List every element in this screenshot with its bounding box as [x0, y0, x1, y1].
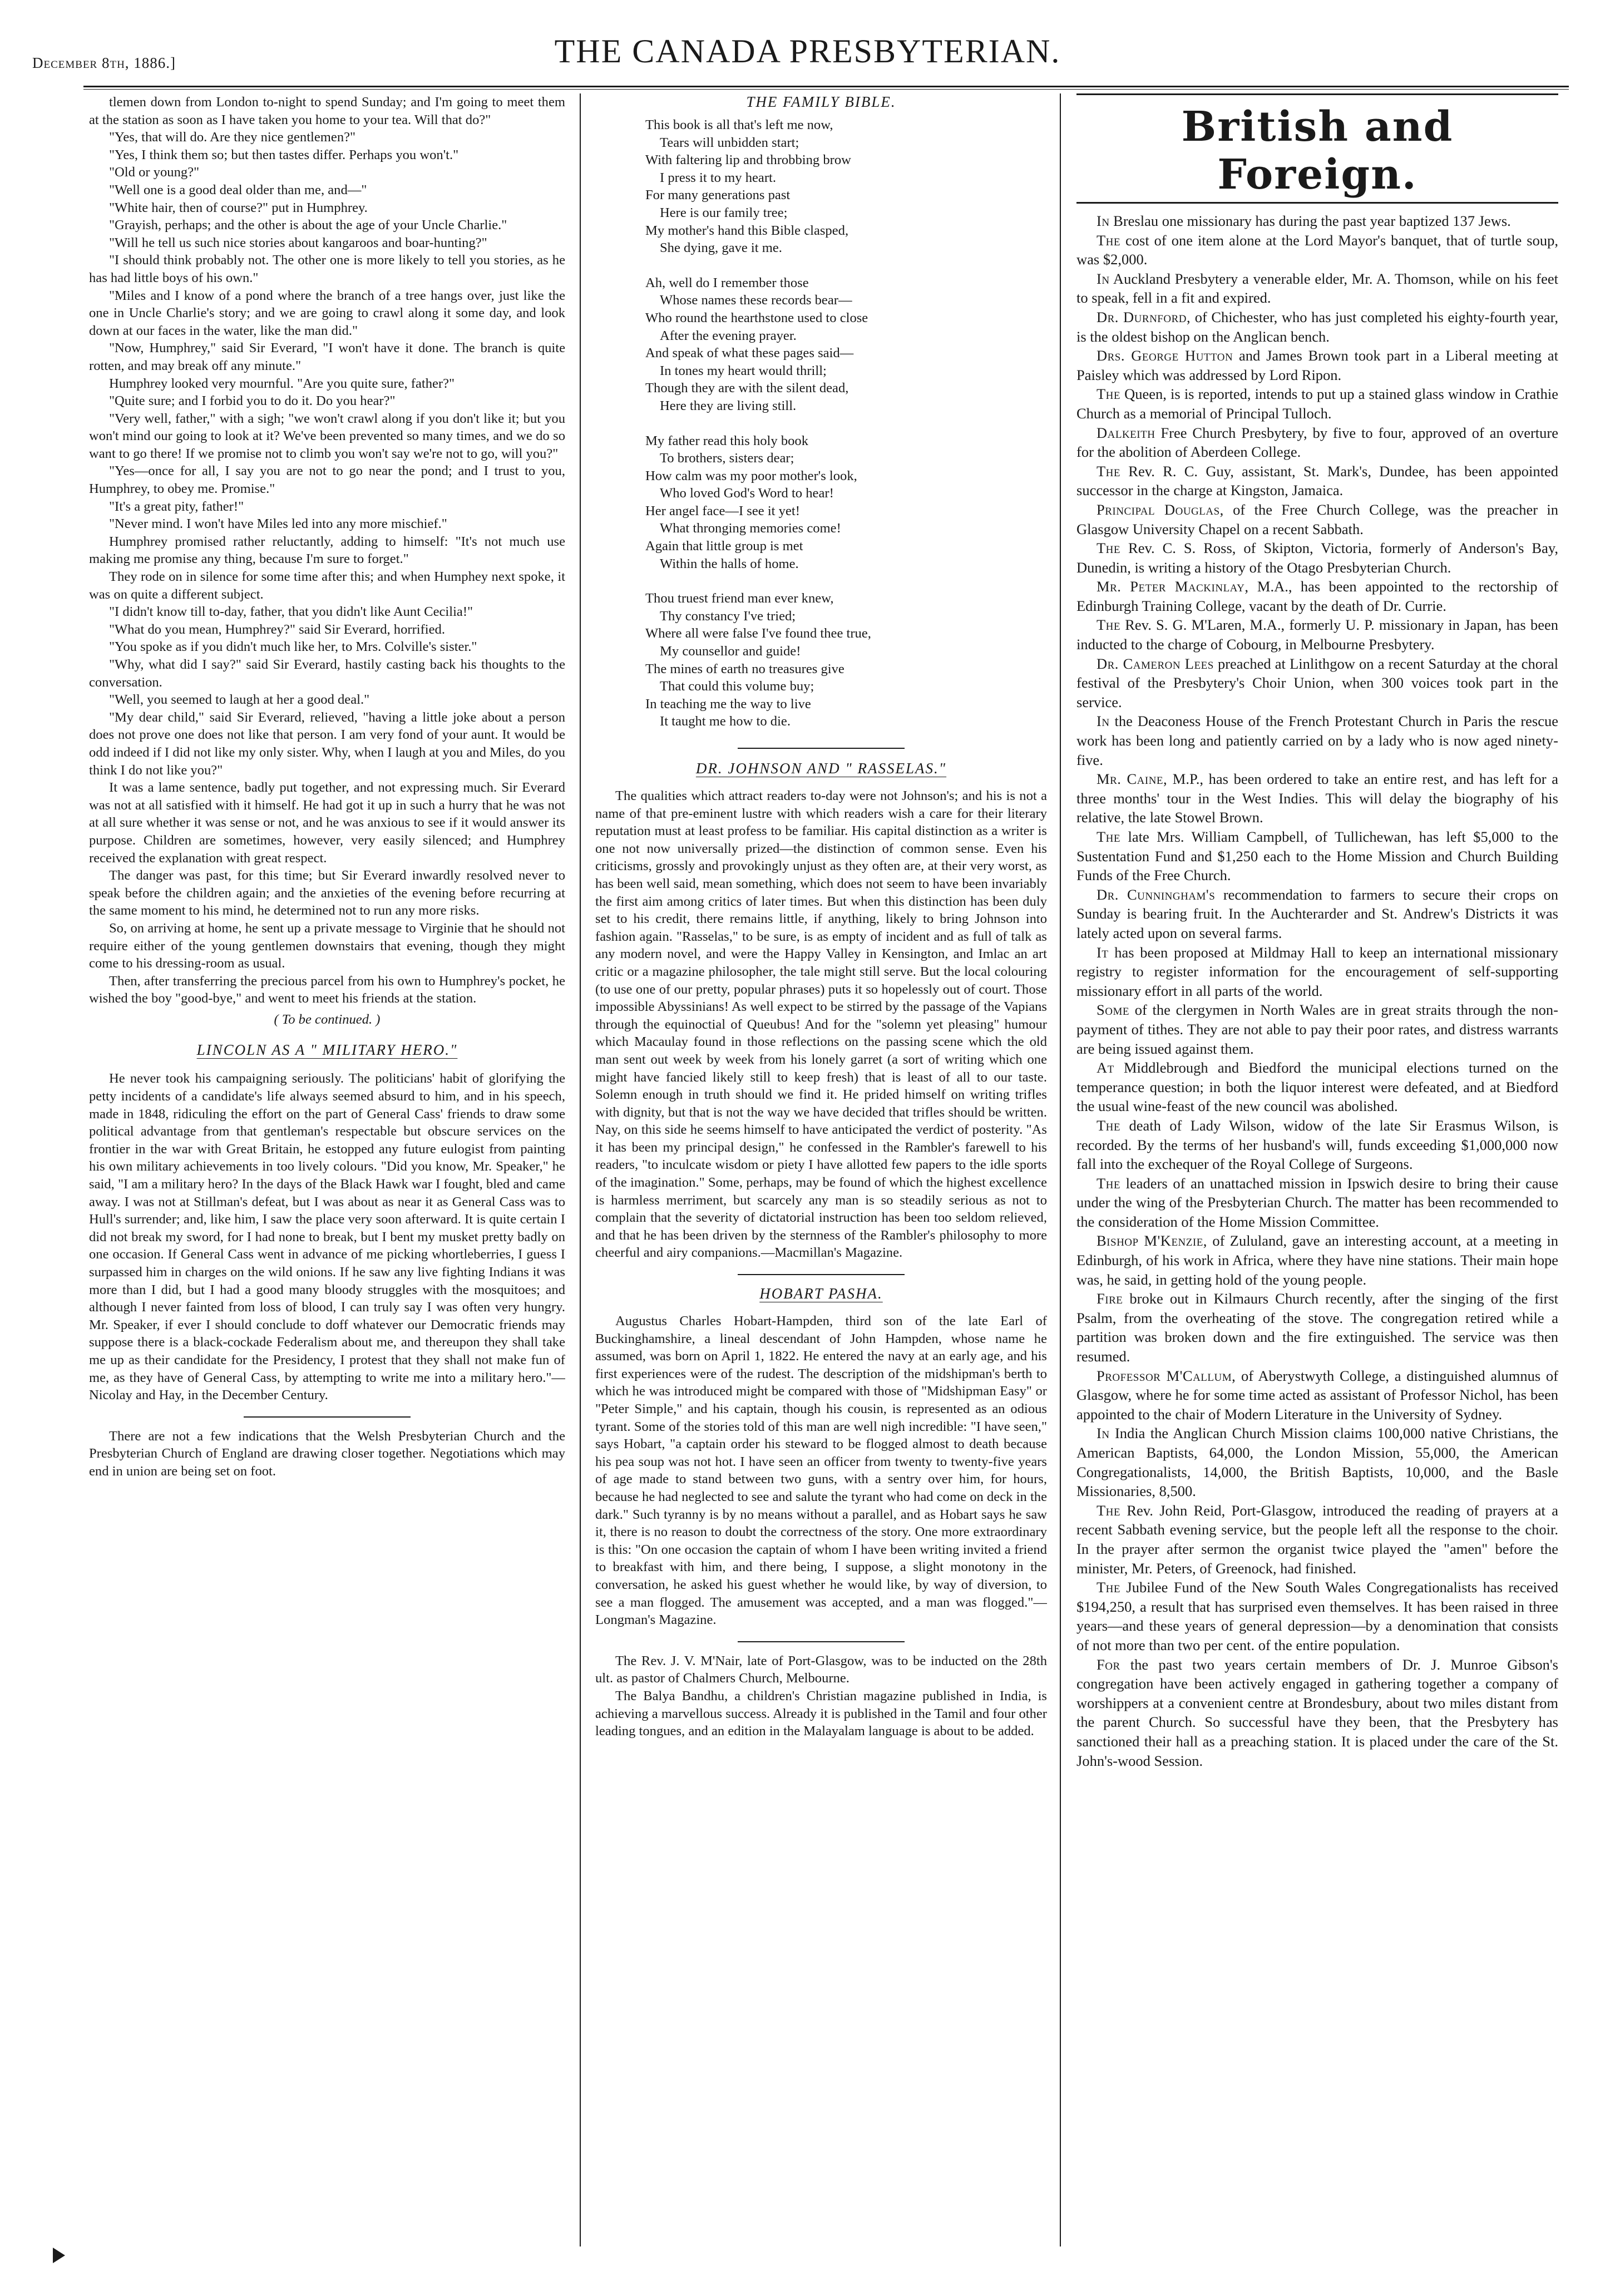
news-item-text: of Aberystwyth College, a distinguished alumnus of Glasgow, where he for some time acted as assistant of Professor Nichol, has been appointed to the chair of Modern Literature in the University of Sydney.	[1076, 1367, 1558, 1423]
story-paragraph: "Yes, I think them so; but then tastes differ. Perhaps you won't."	[109, 147, 459, 162]
hobart-title: HOBART PASHA.	[759, 1285, 883, 1302]
section-rule-top	[1076, 93, 1558, 95]
news-item-lead: Dr. Durnford,	[1097, 308, 1191, 325]
news-item-text: of the Free Church College, was the preacher in Glasgow University Chapel on a recent Sabbath.	[1076, 501, 1558, 537]
news-item-lead: Principal Douglas,	[1097, 501, 1224, 518]
story-paragraph: tlemen down from London to-night to spend Sunday; and I'm going to meet them at the station as soon as I have taken you home to your tea. Will that do?"	[89, 95, 565, 127]
poem-line: Tears will unbidden start;	[660, 135, 799, 150]
story-paragraph: "Old or young?"	[109, 165, 200, 180]
story-paragraph: "Miles and I know of a pond where the branch of a tree hangs over, just like the one in Uncle Charlie's story; and we are going to crawl along it some day, and look down at our faces in the water, like the man did."	[89, 288, 565, 338]
poem-line: What thronging memories come!	[660, 521, 841, 536]
news-item	[1076, 462, 1558, 500]
lincoln-paragraph: He never took his campaigning seriously. The politicians' habit of glorifying the petty incidents of a candidate's life always seemed absurd to him, and in his speech, made in 1848, ridiculing the effort on the part of General Cass' friends to draw some political advantage from that gentleman's respectable but obscure services on the frontier in the war with Great Britain, he estopped any future eulogist from painting his own military achievements in too lively colours. "Did you know, Mr. Speaker," he said, "I am a military hero? In the days of the Black Hawk war I fought, bled and came away. I was not at Stillman's defeat, but I was about as near it as General Cass was to Hull's surrender; and, like him, I saw the place very soon afterward. It is quite certain I did not break my sword, for I had none to break, but I bent my musket pretty badly on one occasion. If General Cass went in advance of me picking whortleberries, I guess I surpassed him in charges on the wild onions. If he saw any live fighting Indians it was more than I did, but I had a good many bloody struggles with the mosquitoes; and although I never fainted from loss of blood, I can truly say I was often very hungry. Mr. Speaker, if ever I should conclude to doff whatever our Democratic friends may suppose there is a black-cockade Federalism about me, and thereupon they shall take me up as their candidate for the Presidency, I protest that they shall not make fun of me, as they have of General Cass, by attempting to write me into a military hero."—Nicolay and Hay, in the December Century.	[89, 1071, 565, 1403]
news-item	[1076, 1058, 1558, 1116]
news-item-lead: Dalkeith	[1097, 424, 1155, 441]
poem-line: With faltering lip and throbbing brow	[645, 152, 851, 168]
poem-line: And speak of what these pages said—	[645, 345, 854, 361]
news-item-lead: Bishop M'Kenzie,	[1097, 1232, 1207, 1250]
column-rule-right	[1060, 93, 1061, 2246]
story-paragraph: "Very well, father," with a sigh; "we won't crawl along if you don't like it; but you won't mind our going to look at it? We've been prevented so many times, and we do so want to go there! If we promise not to climb you won't say we're not to go, will you?"	[89, 411, 565, 461]
poem-line: In tones my heart would thrill;	[660, 363, 827, 378]
story-paragraph: Humphrey promised rather reluctantly, adding to himself: "It's not much use making me promise any thing, because I'm sure to forget."	[89, 534, 565, 567]
newspaper-title: THE CANADA PRESBYTERIAN.	[554, 33, 1061, 70]
column-middle	[595, 93, 1047, 2241]
poem-stanza	[645, 432, 1047, 573]
news-item-text: the Deaconess House of the French Protestant Church in Paris the rescue work has been long and patiently carried on by a lady who is now aged ninety-five.	[1076, 713, 1558, 768]
poem-line: Ah, well do I remember those	[645, 275, 809, 290]
news-item-text: the past two years certain members of Dr. J. Munroe Gibson's congregation have been actively engaged in gathering together a company of worshippers at a convenient centre at Brondesbury, about two miles distant from the parent Church. So successful have they been, that the Presbytery has sanctioned their hall as a preaching station. It is placed under the care of the St. John's-wood Session.	[1076, 1656, 1558, 1769]
news-item	[1076, 1366, 1558, 1424]
to-be-continued: ( To be continued. )	[274, 1011, 381, 1027]
news-item-lead: In	[1097, 1425, 1110, 1442]
story-paragraph: "Yes, that will do. Are they nice gentlemen?"	[109, 130, 356, 145]
news-item-lead: Dr. Cameron Lees	[1097, 655, 1214, 672]
news-item-lead: At	[1097, 1059, 1114, 1077]
column-right	[1076, 93, 1558, 2241]
note-paragraph: The Rev. J. V. M'Nair, late of Port-Glasgow, was to be inducted on the 28th ult. as pastor of Chalmers Church, Melbourne.	[595, 1653, 1047, 1686]
story-paragraph: Humphrey looked very mournful. "Are you quite sure, father?"	[109, 376, 455, 391]
news-item-lead: It	[1097, 944, 1109, 961]
news-item-lead: In	[1097, 713, 1110, 730]
poem-line: How calm was my poor mother's look,	[645, 468, 857, 483]
news-item	[1076, 1289, 1558, 1366]
news-item-lead: The	[1097, 1117, 1121, 1134]
news-item-text: Jubilee Fund of the New South Wales Congregationalists has received $194,250, a result that has surprised even themselves. It has been raised in three years—and these years of general depression—by a denomination that consists of not more than two per cent. of the entire population.	[1076, 1579, 1558, 1653]
poem-stanza	[645, 274, 1047, 415]
news-items	[1076, 211, 1558, 1770]
poem	[595, 116, 1047, 730]
news-item-text: cost of one item alone at the Lord Mayor's banquet, that of turtle soup, was $2,000.	[1076, 231, 1558, 268]
poem-line: Who loved God's Word to hear!	[660, 486, 834, 501]
poem-line: Here is our family tree;	[660, 205, 788, 220]
news-item-lead: The	[1097, 231, 1121, 249]
poem-line: This book is all that's left me now,	[645, 117, 833, 132]
story-paragraph: "I didn't know till to-day, father, that you didn't like Aunt Cecilia!"	[109, 604, 473, 620]
story-paragraph: "Quite sure; and I forbid you to do it. Do you hear?"	[109, 393, 396, 409]
poem-line: After the evening prayer.	[660, 328, 797, 343]
story-paragraph: "White hair, then of course?" put in Humphrey.	[109, 200, 368, 215]
story-paragraph: "Why, what did I say?" said Sir Everard, hastily casting back his thoughts to the conversation.	[89, 657, 565, 690]
news-item-text: Middlebrough and Biedford the municipal elections turned on the temperance question; in both the liquor interest were defeated, and at Biedford the usual wine-feast of the new council was abolished.	[1076, 1059, 1558, 1115]
news-item	[1076, 769, 1558, 827]
news-item	[1076, 827, 1558, 885]
poem-line: Again that little group is met	[645, 539, 803, 554]
poem-line: Here they are living still.	[660, 398, 797, 413]
news-item	[1076, 269, 1558, 308]
masthead-rule	[83, 86, 1569, 87]
separator	[738, 1641, 905, 1642]
story-paragraph: "Never mind. I won't have Miles led into any more mischief."	[109, 516, 447, 532]
poem-line: My counsellor and guide!	[660, 644, 801, 659]
poem-line: Within the halls of home.	[660, 556, 799, 571]
masthead	[32, 22, 1583, 83]
poem-line: Thou truest friend man ever knew,	[645, 591, 834, 606]
news-item-lead: The	[1097, 616, 1121, 634]
news-item-text: M.P., has been ordered to take an entire rest, and has left for a three months' tour in the West Indies. This will delay the biography of his relative, the late Stowel Brown.	[1076, 771, 1558, 826]
news-item	[1076, 654, 1558, 712]
news-item	[1076, 423, 1558, 462]
welsh-church-note: There are not a few indications that the Welsh Presbyterian Church and the Presbyterian Church of England are drawing closer together. Negotiations which may end in union are being set on foot.	[89, 1428, 565, 1479]
poem-line: In teaching me the way to live	[645, 696, 811, 712]
news-item-text: of the clergymen in North Wales are in great straits through the non-payment of tithes. They are not able to pay their poor rates, and distress warrants are being issued against them.	[1076, 1001, 1558, 1057]
note-paragraph: The Balya Bandhu, a children's Christian magazine published in India, is achieving a marvellous success. Already it is published in the Tamil and four other leading tongues, and an edition in the Malayalam language is about to be added.	[595, 1688, 1047, 1739]
johnson-title: DR. JOHNSON AND " RASSELAS."	[695, 760, 947, 777]
news-item	[1076, 231, 1558, 269]
news-item-lead: The	[1097, 386, 1121, 403]
news-item-text: M.A., has been appointed to the rectorship of Edinburgh Training College, vacant by the death of Dr. Currie.	[1076, 578, 1558, 614]
news-item	[1076, 1578, 1558, 1655]
news-item-text: preached at Linlithgow on a recent Saturday at the choral festival of the Presbytery's Choir Union, when 300 voices took part in the service.	[1076, 655, 1558, 710]
story-paragraph: "I should think probably not. The other one is more likely to tell you stories, as he has had little boys of his own."	[89, 253, 565, 285]
news-item-text: death of Lady Wilson, widow of the late Sir Erasmus Wilson, is recorded. By the terms of her husband's will, funds exceeding $1,000,000 now fall into the exchequer of the Royal College of Surgeons.	[1076, 1117, 1558, 1173]
news-item-lead: Drs. George Hutton	[1097, 347, 1233, 364]
news-item	[1076, 1231, 1558, 1289]
poem-line: My father read this holy book	[645, 433, 809, 448]
poem-line: The mines of earth no treasures give	[645, 661, 844, 677]
poem-line: Though they are with the silent dead,	[645, 381, 849, 396]
news-item-text: and James Brown took part in a Liberal meeting at Paisley which was addressed by Lord Ripon.	[1076, 347, 1558, 383]
news-item	[1076, 500, 1558, 539]
story-paragraph: They rode on in silence for some time after this; and when Humphey next spoke, it was on quite a different subject.	[89, 569, 565, 602]
news-item	[1076, 308, 1558, 346]
news-item	[1076, 1501, 1558, 1578]
poem-line: It taught me how to die.	[660, 714, 791, 729]
news-item-lead: Mr. Peter Mackinlay,	[1097, 578, 1249, 595]
news-item-text: Free Church Presbytery, by five to four, approved of an overture for the abolition of Aberdeen College.	[1076, 424, 1558, 461]
separator	[738, 1274, 905, 1275]
news-item	[1076, 885, 1558, 943]
poem-line: She dying, gave it me.	[660, 240, 782, 256]
hobart-article	[595, 1312, 1047, 1629]
lincoln-title: LINCOLN AS A " MILITARY HERO."	[196, 1041, 458, 1059]
news-item-text: Breslau one missionary has during the past year baptized 137 Jews.	[1109, 213, 1511, 229]
news-item-lead: The	[1097, 1502, 1121, 1519]
news-item	[1076, 346, 1558, 384]
column-left	[89, 93, 565, 2241]
news-item-text: Rev. S. G. M'Laren, M.A., formerly U. P. missionary in Japan, has been inducted to the charge of Cobourg, in Melbourne Presbytery.	[1076, 616, 1558, 653]
poem-line: For many generations past	[645, 187, 791, 203]
news-item-lead: The	[1097, 828, 1121, 845]
news-item	[1076, 577, 1558, 615]
news-item-lead: In	[1097, 213, 1110, 229]
poem-line: To brothers, sisters dear;	[660, 451, 794, 466]
news-item-lead: Professor M'Callum,	[1097, 1367, 1236, 1384]
story-paragraph: "What do you mean, Humphrey?" said Sir Everard, horrified.	[109, 621, 445, 637]
story-paragraph: It was a lame sentence, badly put together, and not expressing much. Sir Everard was not at all satisfied with it himself. He had got it up in such a hurry that he was not at all sure whether it was sense or not, and he was anxious to see if it would answer its purpose. Children are sometimes, however, very easily silenced; and Humphrey received the explanation with great respect.	[89, 780, 565, 866]
news-item-lead: The	[1097, 1174, 1121, 1192]
news-item-lead: Fire	[1097, 1290, 1123, 1307]
masthead-rule-thin	[83, 89, 1569, 90]
news-item-text: Rev. R. C. Guy, assistant, St. Mark's, Dundee, has been appointed successor in the charge at Kingston, Jamaica.	[1076, 462, 1558, 499]
serial-story	[89, 93, 565, 1008]
news-item	[1076, 1424, 1558, 1500]
notes	[595, 1652, 1047, 1740]
news-item-text: late Mrs. William Campbell, of Tullichewan, has left $5,000 to the Sustentation Fund and $1,250 each to the Home Mission and Church Building Funds of the Free Church.	[1076, 828, 1558, 884]
poem-line: Thy constancy I've tried;	[660, 608, 796, 624]
poem-line: Who round the hearthstone used to close	[645, 310, 868, 325]
poem-line: I press it to my heart.	[660, 170, 776, 185]
hobart-paragraph: Augustus Charles Hobart-Hampden, third son of the late Earl of Buckinghamshire, a lineal descendant of John Hampden, whose name he assumed, was born on April 1, 1822. He entered the navy at an early age, and his first experiences were of the rudest. The description of the midshipman's berth to which he was introduced might be compared with those of "Midshipman Easy" or "Peter Simple," and his captain, though his cousin, is represented as an odious tyrant. Some of the stories told of this man are well nigh incredible: "I have seen," says Hobart, "a captain order his steward to be flogged almost to death because his pea soup was not hot. I have seen an officer from twenty to twenty-five years of age made to stand between two guns, with a sentry over him, for hours, because he had neglected to see and salute the tyrant who had come on deck in the dark." Such tyranny is by no means without a parallel, and as Hobart says he saw it, there is no reason to doubt the correctness of the story. One more extraordinary is this: "On one occasion the captain of whom I have been writing invited a friend to breakfast with him, and there being, I suppose, a slight monotony in the conversation, he asked his guest whether he would like, by way of diversion, to see a man flogged. The amusement was accepted, and a man was flogged."—Longman's Magazine.	[595, 1314, 1047, 1628]
news-item-text: Queen, is is reported, intends to put up a stained glass window in Crathie Church as a memorial of Principal Tulloch.	[1076, 386, 1558, 422]
story-paragraph: "You spoke as if you didn't much like her, to Mrs. Colville's sister."	[109, 639, 477, 655]
story-paragraph: "It's a great pity, father!"	[109, 498, 244, 514]
separator	[738, 748, 905, 749]
lincoln-article	[89, 1070, 565, 1404]
poem-line: Where all were false I've found thee true,	[645, 626, 871, 641]
news-item-text: has been proposed at Mildmay Hall to keep an international missionary registry to register information for the encouragement of self-supporting missionary effort in all parts of the world.	[1076, 944, 1558, 999]
news-item-lead: The	[1097, 462, 1121, 480]
news-item	[1076, 1655, 1558, 1771]
poem-line: Her angel face—I see it yet!	[645, 503, 800, 519]
story-paragraph: "Well one is a good deal older than me, and—"	[109, 182, 367, 197]
story-paragraph: "Yes—once for all, I say you are not to go near the pond; and I trust to you, Humphrey, to obey me. Promise."	[89, 463, 565, 497]
story-paragraph: "Well, you seemed to laugh at her a good deal."	[109, 692, 370, 708]
news-item-lead: For	[1097, 1656, 1120, 1673]
news-item-lead: The	[1097, 1579, 1121, 1596]
story-paragraph: "Now, Humphrey," said Sir Everard, "I won't have it done. The branch is quite rotten, and may break off any minute."	[89, 340, 565, 373]
news-item	[1076, 615, 1558, 654]
story-paragraph: "Will he tell us such nice stories about kangaroos and boar-hunting?"	[109, 235, 487, 250]
johnson-paragraph: The qualities which attract readers to-day were not Johnson's; and his is not a name of that pre-eminent lustre with which readers wish a care for their literary reputation must at least profess to be familiar. His capital distinction as a writer is one not now universally prized—the distinction of common sense. Even his criticisms, grossly and provokingly unjust as they often are, at their very worst, as has been well said, mean something, which does not seem to have been invariably the first aim among critics of later times. But when this distinction has been duly set to his credit, there remains little, if anything, likely to bring Johnson into fashion again. "Rasselas," to be sure, is as empty of incident and as full of talk as any modern novel, and were the Happy Valley in Kensington, and Imlac an art critic or a magazine philosopher, the tale might still serve. But the local colouring (to use one of our pretty, popular phrases) puts it so hopelessly out of court. Those impossible Abyssinians! As well expect to be stirred by the passage of the Vapians through the equinoctial of Queubus! And for the "solemn yet pleasing" humour which Macaulay found in those reflections on the passing scene which the old man sent out week by week from his lonely garret (a sort of writing which one might have fancied likely still to keep fresh) that is least of all to our taste. Solemn enough in truth should we find it. He prided himself on writing trifles with dignity, but that is not the way we have decided that trifles should be written. Nay, on this side he seems himself to have anticipated the verdict of posterity. "As it has been my principal design," he confessed in the Rambler's farewell to his readers, "to inculcate wisdom or piety I have allotted few papers to the idle sports of the imagination." Some, perhaps, may be found of which the highest excellence is harmless merriment, but scarcely any man is so steadily serious as not to complain that the severity of dictatorial instruction has been too seldom relieved, and that he has been driven by the sternness of the Rambler's philosophy to more cheerful and airy companions.—Macmillan's Magazine.	[595, 788, 1047, 1261]
news-item	[1076, 384, 1558, 423]
news-item-lead: Some	[1097, 1001, 1129, 1019]
poem-line: My mother's hand this Bible clasped,	[645, 223, 849, 238]
story-paragraph: The danger was past, for this time; but Sir Everard inwardly resolved never to speak before the children again; and the anxieties of the evening before recurring at the same moment to his mind, he determined not to run any more risks.	[89, 868, 565, 919]
news-item	[1076, 539, 1558, 577]
news-item-lead: The	[1097, 540, 1121, 557]
news-item	[1076, 712, 1558, 769]
poem-line: Whose names these records bear—	[660, 293, 852, 308]
poem-stanza	[645, 590, 1047, 730]
news-item	[1076, 943, 1558, 1001]
news-item-text: leaders of an unattached mission in Ipswich desire to bring their cause under the wing of the Presbyterian Church. The matter has been recommended to the consideration of the Home Mission Committee.	[1076, 1174, 1558, 1230]
news-item-text: Rev. John Reid, Port-Glasgow, introduced the reading of prayers at a recent Sabbath evening service, but the people left all the response to the choir. In the prayer after sermon the organist twice played the "amen" before the minister, Mr. Peters, of Greenock, had finished.	[1076, 1502, 1558, 1577]
news-item	[1076, 1174, 1558, 1232]
poem-stanza	[645, 116, 1047, 257]
news-item-lead: Dr. Cunningham's	[1097, 886, 1216, 903]
news-item-text: Auckland Presbytery a venerable elder, Mr. A. Thomson, while on his feet to speak, fell in a fit and expired.	[1076, 270, 1558, 307]
news-item-text: India the Anglican Church Mission claims 100,000 native Christians, the American Baptists, 64,000, the London Mission, 55,000, the American Congregationalists, 14,000, the British Baptists, 10,000, and the Basle Missionaries, 8,500.	[1076, 1425, 1558, 1500]
pointer-mark	[53, 2248, 65, 2263]
poem-title: THE FAMILY BIBLE.	[746, 93, 896, 110]
separator	[244, 1416, 411, 1418]
news-item-lead: Mr. Caine,	[1097, 771, 1168, 788]
story-paragraph: Then, after transferring the precious parcel from his own to Humphrey's pocket, he wished the boy "good-bye," and went to meet his friends at the station.	[89, 973, 565, 1006]
johnson-article	[595, 787, 1047, 1262]
news-item-text: Rev. C. S. Ross, of Skipton, Victoria, formerly of Anderson's Bay, Dunedin, is writing a history of the Otago Presbyterian Church.	[1076, 540, 1558, 576]
news-item-lead: In	[1097, 270, 1110, 287]
news-item-text: broke out in Kilmaurs Church recently, after the singing of the first Psalm, from the overheating of the stove. The congregation retired while a partition was broken down and the fire extinguished. The service was then resumed.	[1076, 1290, 1558, 1365]
issue-date: December 8th, 1886.]	[32, 55, 176, 71]
story-paragraph: So, on arriving at home, he sent up a private message to Virginie that he should not require either of the young gentlemen downstairs that evening, though they might come to his dressing-room as usual.	[89, 920, 565, 971]
news-item-text: of Chichester, who has just completed his eighty-fourth year, is the oldest bishop on the Anglican bench.	[1076, 308, 1558, 345]
story-paragraph: "Grayish, perhaps; and the other is about the age of your Uncle Charlie."	[109, 218, 507, 233]
section-rule-bottom	[1076, 202, 1558, 204]
news-item	[1076, 211, 1558, 231]
poem-line: That could this volume buy;	[660, 679, 814, 694]
column-rule-left	[580, 93, 581, 2246]
news-item-text: of Zululand, gave an interesting account, at a meeting in Edinburgh, of his work in Africa, where they have nine stations. Their main hope was, he said, in getting hold of the young people.	[1076, 1232, 1558, 1288]
news-item-text: recommendation to farmers to secure their crops on Sunday is bearing fruit. In the Auchterarder and St. Andrew's Districts it was lately acted upon on several farms.	[1076, 886, 1558, 941]
story-paragraph: "My dear child," said Sir Everard, relieved, "having a little joke about a person does not prove one does not like that person. I am very fond of your aunt. It would be odd indeed if I did not like my only sister. Why, when I laugh at you and Miles, do you think I do not like you?"	[89, 709, 565, 778]
news-item	[1076, 1116, 1558, 1174]
news-item	[1076, 1000, 1558, 1058]
british-and-foreign-title: British and Foreign.	[1181, 103, 1454, 199]
